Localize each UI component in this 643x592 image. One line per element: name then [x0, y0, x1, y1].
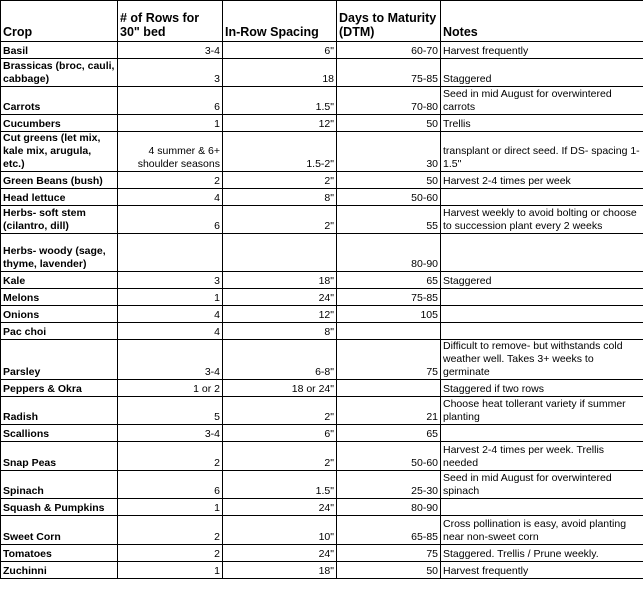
cell-notes	[441, 323, 643, 340]
cell-notes	[441, 289, 643, 306]
cell-notes	[441, 425, 643, 442]
cell-dtm: 75-85	[337, 289, 441, 306]
cell-rows: 4	[118, 323, 223, 340]
cell-crop: Spinach	[1, 471, 118, 499]
cell-notes: Trellis	[441, 115, 643, 132]
cell-notes	[441, 499, 643, 516]
cell-rows: 1	[118, 499, 223, 516]
cell-crop: Kale	[1, 272, 118, 289]
cell-crop: Zuchinni	[1, 562, 118, 579]
cell-spacing: 2"	[223, 397, 337, 425]
cell-rows: 2	[118, 516, 223, 545]
cell-notes: Harvest frequently	[441, 562, 643, 579]
cell-rows: 5	[118, 397, 223, 425]
cell-dtm: 50-60	[337, 189, 441, 206]
cell-spacing: 10"	[223, 516, 337, 545]
cell-rows: 3-4	[118, 42, 223, 59]
cell-spacing: 12"	[223, 115, 337, 132]
cell-spacing: 24"	[223, 545, 337, 562]
cell-crop: Green Beans (bush)	[1, 172, 118, 189]
cell-crop: Sweet Corn	[1, 516, 118, 545]
table-row	[1, 189, 643, 206]
cell-crop: Carrots	[1, 87, 118, 115]
header-row	[1, 1, 643, 42]
cell-notes: Harvest frequently	[441, 42, 643, 59]
cell-crop: Tomatoes	[1, 545, 118, 562]
cell-dtm: 21	[337, 397, 441, 425]
cell-notes: Choose heat tollerant variety if summer planting	[441, 397, 643, 425]
cell-crop: Onions	[1, 306, 118, 323]
cell-spacing: 6"	[223, 425, 337, 442]
table-row	[1, 132, 643, 172]
cell-spacing: 1.5"	[223, 87, 337, 115]
cell-rows	[118, 234, 223, 272]
cell-crop: Cucumbers	[1, 115, 118, 132]
cell-crop: Parsley	[1, 340, 118, 380]
cell-dtm: 50	[337, 562, 441, 579]
table-row	[1, 115, 643, 132]
cell-crop: Radish	[1, 397, 118, 425]
cell-spacing: 18 or 24"	[223, 380, 337, 397]
cell-rows: 1	[118, 115, 223, 132]
table-row	[1, 442, 643, 471]
cell-notes: Staggered. Trellis / Prune weekly.	[441, 545, 643, 562]
cell-notes	[441, 234, 643, 272]
cell-spacing: 2"	[223, 206, 337, 234]
table-row	[1, 562, 643, 579]
cell-rows: 4 summer & 6+ shoulder seasons	[118, 132, 223, 172]
cell-crop: Pac choi	[1, 323, 118, 340]
cell-crop: Melons	[1, 289, 118, 306]
table-row	[1, 272, 643, 289]
cell-rows: 1	[118, 562, 223, 579]
cell-dtm: 65-85	[337, 516, 441, 545]
cell-notes: Difficult to remove- but withstands cold weather well. Takes 3+ weeks to germinate	[441, 340, 643, 380]
cell-rows: 6	[118, 471, 223, 499]
table-row	[1, 397, 643, 425]
cell-rows: 2	[118, 172, 223, 189]
cell-rows: 1	[118, 289, 223, 306]
cell-notes	[441, 189, 643, 206]
table-row	[1, 425, 643, 442]
table-row	[1, 87, 643, 115]
table-row	[1, 206, 643, 234]
cell-spacing: 1.5-2"	[223, 132, 337, 172]
header-crop: Crop	[1, 1, 118, 42]
cell-dtm: 65	[337, 272, 441, 289]
cell-dtm: 65	[337, 425, 441, 442]
cell-rows: 6	[118, 87, 223, 115]
cell-notes: Cross pollination is easy, avoid planting near non-sweet corn	[441, 516, 643, 545]
table-row	[1, 340, 643, 380]
cell-rows: 4	[118, 306, 223, 323]
cell-notes: Harvest 2-4 times per week	[441, 172, 643, 189]
cell-crop: Head lettuce	[1, 189, 118, 206]
table-row	[1, 471, 643, 499]
cell-spacing: 1.5"	[223, 471, 337, 499]
cell-notes: Staggered	[441, 272, 643, 289]
table-row	[1, 234, 643, 272]
cell-notes: Seed in mid August for overwintered spinach	[441, 471, 643, 499]
cell-notes: Staggered	[441, 59, 643, 87]
cell-dtm: 25-30	[337, 471, 441, 499]
table-row	[1, 516, 643, 545]
header-dtm: Days to Maturity (DTM)	[337, 1, 441, 42]
cell-spacing	[223, 234, 337, 272]
table-body	[1, 42, 643, 579]
table-row	[1, 380, 643, 397]
cell-rows: 2	[118, 442, 223, 471]
cell-spacing: 18	[223, 59, 337, 87]
cell-rows: 3-4	[118, 425, 223, 442]
cell-crop: Herbs- woody (sage, thyme, lavender)	[1, 234, 118, 272]
cell-crop: Basil	[1, 42, 118, 59]
cell-notes	[441, 306, 643, 323]
cell-dtm: 50-60	[337, 442, 441, 471]
table-row	[1, 172, 643, 189]
cell-dtm: 50	[337, 172, 441, 189]
cell-spacing: 24"	[223, 499, 337, 516]
cell-notes: Staggered if two rows	[441, 380, 643, 397]
cell-spacing: 24"	[223, 289, 337, 306]
cell-spacing: 12"	[223, 306, 337, 323]
cell-rows: 6	[118, 206, 223, 234]
cell-crop: Squash & Pumpkins	[1, 499, 118, 516]
cell-rows: 2	[118, 545, 223, 562]
cell-rows: 4	[118, 189, 223, 206]
cell-spacing: 2"	[223, 442, 337, 471]
header-rows: # of Rows for 30" bed	[118, 1, 223, 42]
header-notes: Notes	[441, 1, 643, 42]
cell-rows: 3	[118, 272, 223, 289]
table-row	[1, 289, 643, 306]
cell-dtm: 50	[337, 115, 441, 132]
cell-crop: Herbs- soft stem (cilantro, dill)	[1, 206, 118, 234]
cell-notes: Harvest weekly to avoid bolting or choose to succession plant every 2 weeks	[441, 206, 643, 234]
cell-spacing: 6-8"	[223, 340, 337, 380]
cell-rows: 3-4	[118, 340, 223, 380]
cell-crop: Cut greens (let mix, kale mix, arugula, etc.)	[1, 132, 118, 172]
header-spacing: In-Row Spacing	[223, 1, 337, 42]
cell-notes: Seed in mid August for overwintered carrots	[441, 87, 643, 115]
cell-crop: Brassicas (broc, cauli, cabbage)	[1, 59, 118, 87]
cell-spacing: 2"	[223, 172, 337, 189]
cell-spacing: 18"	[223, 272, 337, 289]
cell-rows: 3	[118, 59, 223, 87]
table-row	[1, 42, 643, 59]
cell-dtm: 75	[337, 545, 441, 562]
cell-notes: Harvest 2-4 times per week. Trellis needed	[441, 442, 643, 471]
cell-dtm: 80-90	[337, 234, 441, 272]
cell-notes: transplant or direct seed. If DS- spacing 1-1.5"	[441, 132, 643, 172]
cell-dtm: 75	[337, 340, 441, 380]
cell-dtm: 30	[337, 132, 441, 172]
cell-spacing: 6"	[223, 42, 337, 59]
cell-dtm	[337, 380, 441, 397]
table-row	[1, 306, 643, 323]
cell-dtm: 60-70	[337, 42, 441, 59]
cell-crop: Peppers & Okra	[1, 380, 118, 397]
cell-crop: Snap Peas	[1, 442, 118, 471]
table-row	[1, 499, 643, 516]
cell-dtm: 55	[337, 206, 441, 234]
cell-crop: Scallions	[1, 425, 118, 442]
cell-spacing: 8"	[223, 189, 337, 206]
cell-dtm: 75-85	[337, 59, 441, 87]
table-row	[1, 323, 643, 340]
cell-spacing: 18"	[223, 562, 337, 579]
table-row	[1, 59, 643, 87]
cell-rows: 1 or 2	[118, 380, 223, 397]
table-row	[1, 545, 643, 562]
cell-dtm: 80-90	[337, 499, 441, 516]
cell-dtm: 70-80	[337, 87, 441, 115]
cell-dtm	[337, 323, 441, 340]
cell-dtm: 105	[337, 306, 441, 323]
cell-spacing: 8"	[223, 323, 337, 340]
